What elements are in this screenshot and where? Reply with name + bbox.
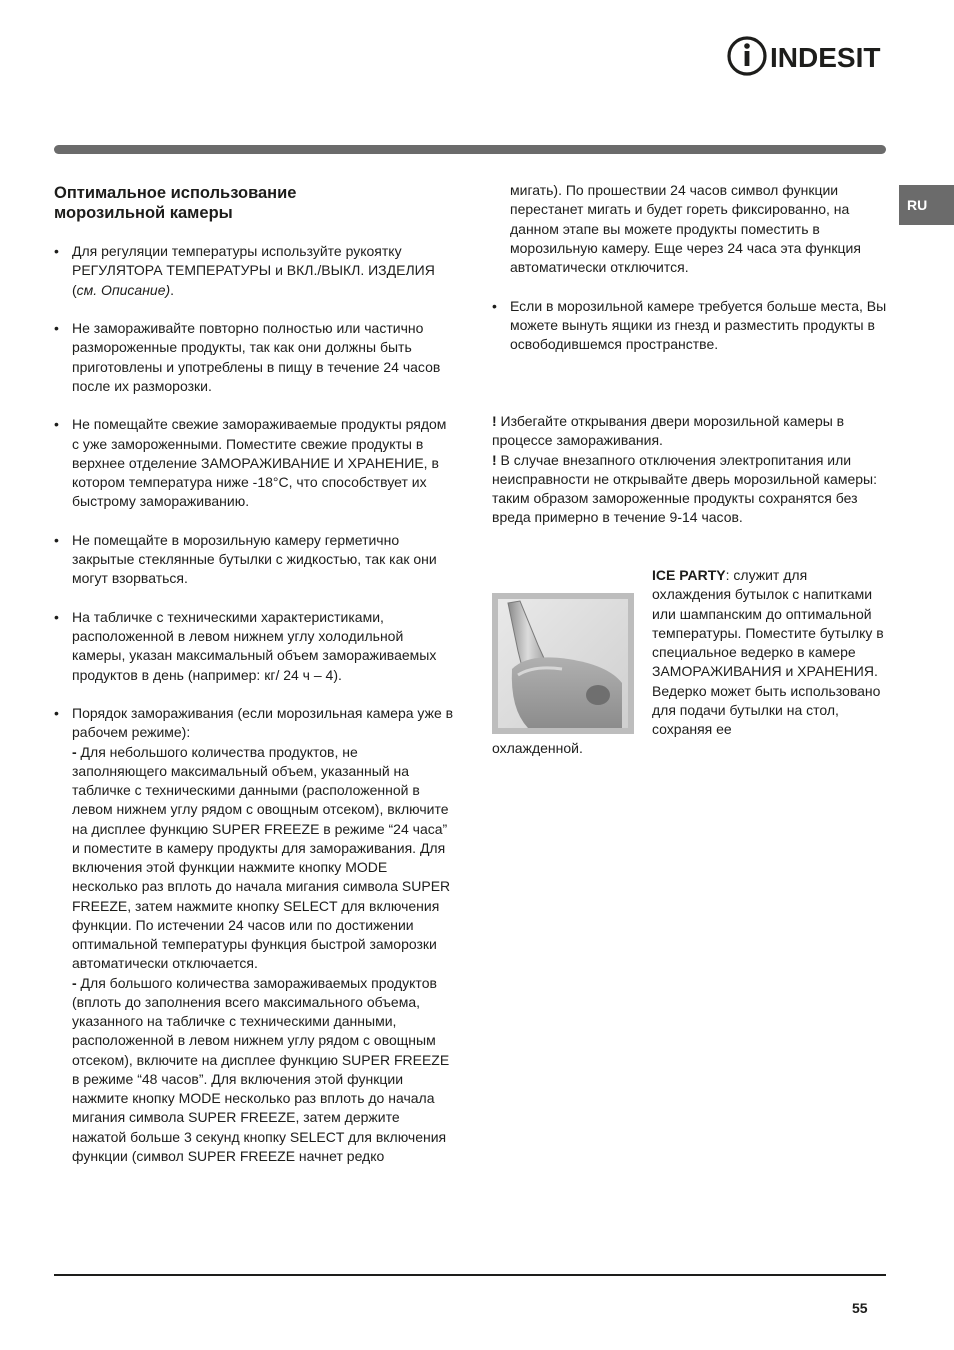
bottom-divider (54, 1274, 886, 1276)
ice-party-section (492, 566, 887, 759)
large-quantity-paragraph: - Для большого количества замораживаемых продуктов (вплоть до заполнения всего максимального объема, указанного на табличке с техническими данными, расположенной в левом нижнем углу рядом с овощным отсеком), включите на дисплее функцию SUPER FREEZE в режиме “48 часов”. Для включения этой функции нажмите кнопку MODE несколько раз вплоть до начала мигания символа SUPER FREEZE, затем держите нажатой больше 3 секунд кнопку SELECT для включения функции (символ SUPER FREEZE начнет редко (72, 974, 450, 1164)
brand-text: INDESIT (770, 42, 881, 73)
ice-party-description: ICE PARTY: служит для охлаждения бутылок с напитками или шампанским до оптимальной температуры. Поместите бутылку в специальное ведерко в камере ЗАМОРАЖИВАНИЯ и ХРАНЕНИЯ. Ведерко может быть использовано для подачи бутылки на стол, сохраняя ее (652, 567, 884, 737)
list-item: • На табличке с техническими характеристиками, расположенной в левом нижнем углу холодильной камеры, указан максимальный объем замораживаемых продуктов в день (например: кг/ 24 ч – 4). (54, 608, 454, 685)
small-quantity-paragraph: - Для небольшого количества продуктов, не заполняющего максимальный объем, указанный на табличке с техническими данными (расположенной в левом нижнем углу рядом с овощным отсеком), включите на дисплее функцию SUPER FREEZE в режиме “24 часа” и поместите в камеру продукты для замораживания. Для включения этой функции нажмите кнопку MODE несколько раз вплоть до начала мигания символа SUPER FREEZE, затем нажмите кнопку SELECT для включения функции. По истечении 24 часов или по достижении оптимальной температуры функция быстрой заморозки автоматически отключается. (72, 743, 451, 972)
indesit-logo-mark (726, 34, 888, 78)
bottle-bucket-illustration (498, 599, 628, 728)
warning-mark: ! (492, 413, 497, 429)
heading-line-1: Оптимальное использование (54, 184, 297, 202)
page-number: 55 (852, 1300, 868, 1316)
right-column (492, 181, 887, 759)
freezer-tips-list (54, 242, 454, 1166)
list-item: • Не замораживайте повторно полностью или частично размороженные продукты, так как они должны быть приготовлены и употреблены в пищу в течение 24 часов после их разморозки. (54, 319, 454, 396)
list-item: • Не помещайте свежие замораживаемые продукты рядом с уже замороженными. Поместите свежие продукты в верхнее отделение ЗАМОРАЖИВАНИЕ И ХРАНЕНИЕ, в котором температура ниже -18°C, что способствует их быстрому замораживанию. (54, 415, 454, 511)
warning-mark: ! (492, 451, 497, 468)
left-column (54, 242, 454, 1185)
language-tab: RU (899, 185, 954, 225)
list-item: • Не помещайте в морозильную камеру герметично закрытые стеклянные бутылки с жидкостью, так как они могут взорваться. (54, 531, 454, 589)
ice-party-tail: охлажденной. (492, 740, 583, 757)
continued-paragraph: мигать). По прошествии 24 часов символ функции перестанет мигать и будет гореть фиксированно, на данном этапе вы можете продукты поместить в морозильную камеру. Еще через 24 часа эта функция автоматически отключится. (510, 182, 861, 275)
ice-party-title: ICE PARTY (652, 567, 726, 583)
list-item (54, 704, 454, 1166)
list-item: • Если в морозильной камере требуется больше места, Вы можете вынуть ящики из гнезд и разместить продукты в освободившемся пространстве. (492, 297, 887, 355)
list-item: • Для регуляции температуры используйте рукоятку РЕГУЛЯТОРА ТЕМПЕРАТУРЫ и ВКЛ./ВЫКЛ. ИЗДЕЛИЯ (см. Описание). (54, 242, 454, 300)
warning-door-opening: ! Избегайте открывания двери морозильной камеры в процессе замораживания. (492, 413, 845, 449)
extra-space-list (492, 297, 887, 355)
ice-party-bottle-image (492, 593, 634, 734)
see-description-ref: см. Описание) (76, 281, 171, 298)
section-heading (54, 183, 454, 223)
indesit-logo (726, 34, 888, 78)
warning-power-outage: ! В случае внезапного отключения электропитания или неисправности не открывайте дверь морозильной камеры: таким образом замороженные продукты сохранятся без вреда примерно в течение 9-14 часов. (492, 451, 877, 526)
freezing-order-intro: • Порядок замораживания (если морозильная камера уже в рабочем режиме): (72, 705, 454, 741)
heading-line-2: морозильной камеры (54, 204, 233, 222)
top-divider (54, 145, 886, 154)
